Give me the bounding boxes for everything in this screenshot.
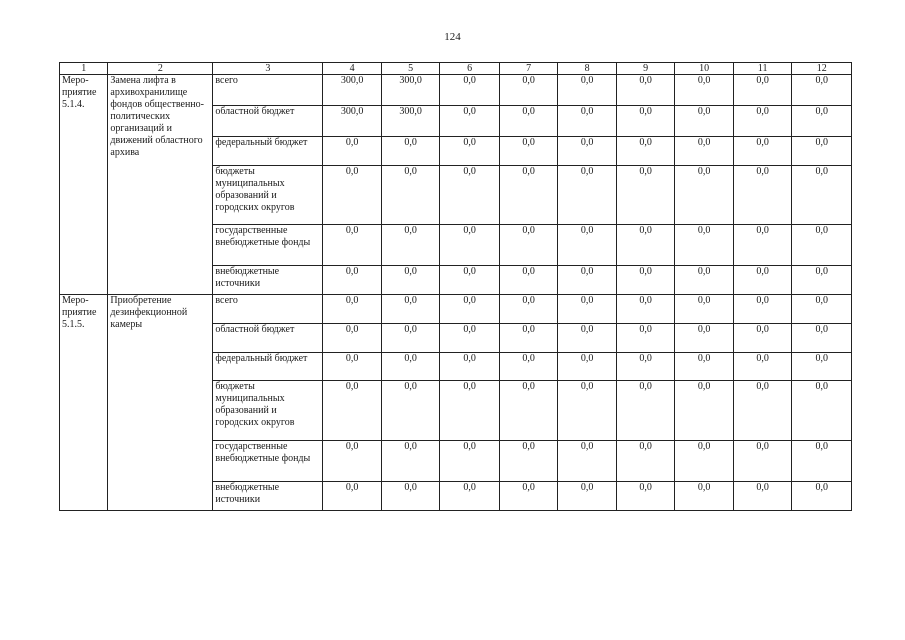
amount-cell: 0,0 bbox=[499, 106, 558, 137]
amount-cell: 0,0 bbox=[558, 106, 617, 137]
amount-cell: 0,0 bbox=[616, 225, 675, 266]
amount-cell: 0,0 bbox=[733, 353, 792, 381]
amount-cell: 0,0 bbox=[499, 482, 558, 511]
amount-cell: 0,0 bbox=[323, 295, 382, 324]
amount-cell: 0,0 bbox=[381, 137, 440, 166]
amount-cell: 0,0 bbox=[616, 324, 675, 353]
amount-cell: 0,0 bbox=[675, 482, 734, 511]
column-header: 11 bbox=[733, 63, 792, 75]
measure-name: Приобретение дезинфекционной камеры bbox=[108, 295, 213, 511]
column-header: 4 bbox=[323, 63, 382, 75]
amount-cell: 0,0 bbox=[381, 166, 440, 225]
amount-cell: 0,0 bbox=[733, 266, 792, 295]
page-number: 124 bbox=[444, 31, 461, 43]
funding-source: всего bbox=[213, 75, 323, 106]
amount-cell: 0,0 bbox=[499, 75, 558, 106]
amount-cell: 0,0 bbox=[616, 166, 675, 225]
amount-cell: 0,0 bbox=[381, 324, 440, 353]
funding-source: внебюджетные источники bbox=[213, 266, 323, 295]
amount-cell: 0,0 bbox=[381, 441, 440, 482]
amount-cell: 0,0 bbox=[558, 266, 617, 295]
amount-cell: 0,0 bbox=[440, 225, 500, 266]
amount-cell: 0,0 bbox=[440, 75, 500, 106]
amount-cell: 0,0 bbox=[499, 324, 558, 353]
amount-cell: 0,0 bbox=[440, 137, 500, 166]
amount-cell: 0,0 bbox=[733, 441, 792, 482]
amount-cell: 0,0 bbox=[675, 295, 734, 324]
table-row bbox=[60, 295, 852, 324]
funding-source: бюджеты муниципальных образований и городских округов bbox=[213, 166, 323, 225]
column-header: 5 bbox=[381, 63, 440, 75]
amount-cell: 0,0 bbox=[323, 324, 382, 353]
column-header: 6 bbox=[440, 63, 500, 75]
column-header: 10 bbox=[675, 63, 734, 75]
amount-cell: 0,0 bbox=[616, 295, 675, 324]
amount-cell: 0,0 bbox=[323, 166, 382, 225]
amount-cell: 0,0 bbox=[675, 266, 734, 295]
amount-cell: 0,0 bbox=[499, 225, 558, 266]
amount-cell: 0,0 bbox=[792, 295, 852, 324]
funding-source: государственные внебюджетные фонды bbox=[213, 441, 323, 482]
funding-table bbox=[59, 62, 852, 511]
amount-cell: 0,0 bbox=[381, 225, 440, 266]
amount-cell: 0,0 bbox=[558, 482, 617, 511]
amount-cell: 0,0 bbox=[733, 106, 792, 137]
amount-cell: 0,0 bbox=[381, 482, 440, 511]
amount-cell: 0,0 bbox=[558, 441, 617, 482]
amount-cell: 0,0 bbox=[323, 482, 382, 511]
amount-cell: 0,0 bbox=[616, 353, 675, 381]
amount-cell: 0,0 bbox=[558, 75, 617, 106]
amount-cell: 0,0 bbox=[733, 482, 792, 511]
column-header: 3 bbox=[213, 63, 323, 75]
amount-cell: 0,0 bbox=[499, 137, 558, 166]
column-header: 8 bbox=[558, 63, 617, 75]
amount-cell: 0,0 bbox=[675, 441, 734, 482]
measure-code: Меро-приятие 5.1.4. bbox=[60, 75, 108, 295]
amount-cell: 0,0 bbox=[323, 137, 382, 166]
column-header: 2 bbox=[108, 63, 213, 75]
amount-cell: 0,0 bbox=[440, 381, 500, 441]
amount-cell: 0,0 bbox=[616, 441, 675, 482]
amount-cell: 0,0 bbox=[440, 441, 500, 482]
amount-cell: 0,0 bbox=[792, 166, 852, 225]
amount-cell: 0,0 bbox=[440, 166, 500, 225]
amount-cell: 0,0 bbox=[616, 266, 675, 295]
column-header: 1 bbox=[60, 63, 108, 75]
amount-cell: 0,0 bbox=[616, 482, 675, 511]
amount-cell: 0,0 bbox=[558, 166, 617, 225]
funding-source: внебюджетные источники bbox=[213, 482, 323, 511]
amount-cell: 0,0 bbox=[675, 381, 734, 441]
amount-cell: 0,0 bbox=[733, 75, 792, 106]
amount-cell: 0,0 bbox=[323, 353, 382, 381]
table-row bbox=[60, 75, 852, 106]
amount-cell: 0,0 bbox=[616, 381, 675, 441]
amount-cell: 0,0 bbox=[792, 353, 852, 381]
amount-cell: 0,0 bbox=[440, 482, 500, 511]
amount-cell: 0,0 bbox=[616, 75, 675, 106]
column-header: 7 bbox=[499, 63, 558, 75]
amount-cell: 0,0 bbox=[558, 381, 617, 441]
amount-cell: 0,0 bbox=[323, 381, 382, 441]
amount-cell: 0,0 bbox=[675, 166, 734, 225]
amount-cell: 0,0 bbox=[792, 324, 852, 353]
amount-cell: 0,0 bbox=[675, 353, 734, 381]
amount-cell: 300,0 bbox=[323, 75, 382, 106]
funding-source: федеральный бюджет bbox=[213, 137, 323, 166]
amount-cell: 0,0 bbox=[499, 441, 558, 482]
measure-code: Меро-приятие 5.1.5. bbox=[60, 295, 108, 511]
amount-cell: 0,0 bbox=[792, 225, 852, 266]
amount-cell: 0,0 bbox=[499, 266, 558, 295]
amount-cell: 0,0 bbox=[499, 295, 558, 324]
amount-cell: 0,0 bbox=[733, 225, 792, 266]
amount-cell: 0,0 bbox=[440, 353, 500, 381]
amount-cell: 0,0 bbox=[558, 225, 617, 266]
amount-cell: 0,0 bbox=[675, 106, 734, 137]
amount-cell: 0,0 bbox=[440, 266, 500, 295]
amount-cell: 0,0 bbox=[792, 381, 852, 441]
amount-cell: 0,0 bbox=[381, 266, 440, 295]
amount-cell: 0,0 bbox=[792, 266, 852, 295]
amount-cell: 300,0 bbox=[323, 106, 382, 137]
funding-source: бюджеты муниципальных образований и городских округов bbox=[213, 381, 323, 441]
amount-cell: 0,0 bbox=[440, 295, 500, 324]
amount-cell: 0,0 bbox=[381, 295, 440, 324]
amount-cell: 0,0 bbox=[675, 324, 734, 353]
amount-cell: 0,0 bbox=[558, 353, 617, 381]
column-header: 9 bbox=[616, 63, 675, 75]
amount-cell: 0,0 bbox=[616, 106, 675, 137]
column-header: 12 bbox=[792, 63, 852, 75]
amount-cell: 0,0 bbox=[499, 381, 558, 441]
amount-cell: 0,0 bbox=[792, 106, 852, 137]
amount-cell: 0,0 bbox=[792, 137, 852, 166]
funding-source: областной бюджет bbox=[213, 106, 323, 137]
amount-cell: 0,0 bbox=[440, 324, 500, 353]
amount-cell: 0,0 bbox=[499, 166, 558, 225]
amount-cell: 0,0 bbox=[792, 441, 852, 482]
amount-cell: 0,0 bbox=[558, 324, 617, 353]
amount-cell: 0,0 bbox=[323, 225, 382, 266]
funding-source: федеральный бюджет bbox=[213, 353, 323, 381]
amount-cell: 0,0 bbox=[616, 137, 675, 166]
amount-cell: 0,0 bbox=[733, 324, 792, 353]
amount-cell: 300,0 bbox=[381, 75, 440, 106]
amount-cell: 0,0 bbox=[792, 482, 852, 511]
amount-cell: 0,0 bbox=[675, 137, 734, 166]
amount-cell: 0,0 bbox=[381, 381, 440, 441]
amount-cell: 0,0 bbox=[675, 225, 734, 266]
amount-cell: 0,0 bbox=[733, 295, 792, 324]
amount-cell: 0,0 bbox=[733, 166, 792, 225]
amount-cell: 0,0 bbox=[558, 137, 617, 166]
amount-cell: 0,0 bbox=[675, 75, 734, 106]
header-row bbox=[60, 63, 852, 75]
amount-cell: 0,0 bbox=[440, 106, 500, 137]
funding-source: областной бюджет bbox=[213, 324, 323, 353]
measure-name: Замена лифта в архивохранилище фондов общественно-политических организаций и движений областного архива bbox=[108, 75, 213, 295]
amount-cell: 0,0 bbox=[733, 137, 792, 166]
funding-source: государственные внебюджетные фонды bbox=[213, 225, 323, 266]
amount-cell: 300,0 bbox=[381, 106, 440, 137]
amount-cell: 0,0 bbox=[381, 353, 440, 381]
amount-cell: 0,0 bbox=[792, 75, 852, 106]
funding-source: всего bbox=[213, 295, 323, 324]
amount-cell: 0,0 bbox=[323, 266, 382, 295]
amount-cell: 0,0 bbox=[323, 441, 382, 482]
amount-cell: 0,0 bbox=[558, 295, 617, 324]
amount-cell: 0,0 bbox=[499, 353, 558, 381]
amount-cell: 0,0 bbox=[733, 381, 792, 441]
